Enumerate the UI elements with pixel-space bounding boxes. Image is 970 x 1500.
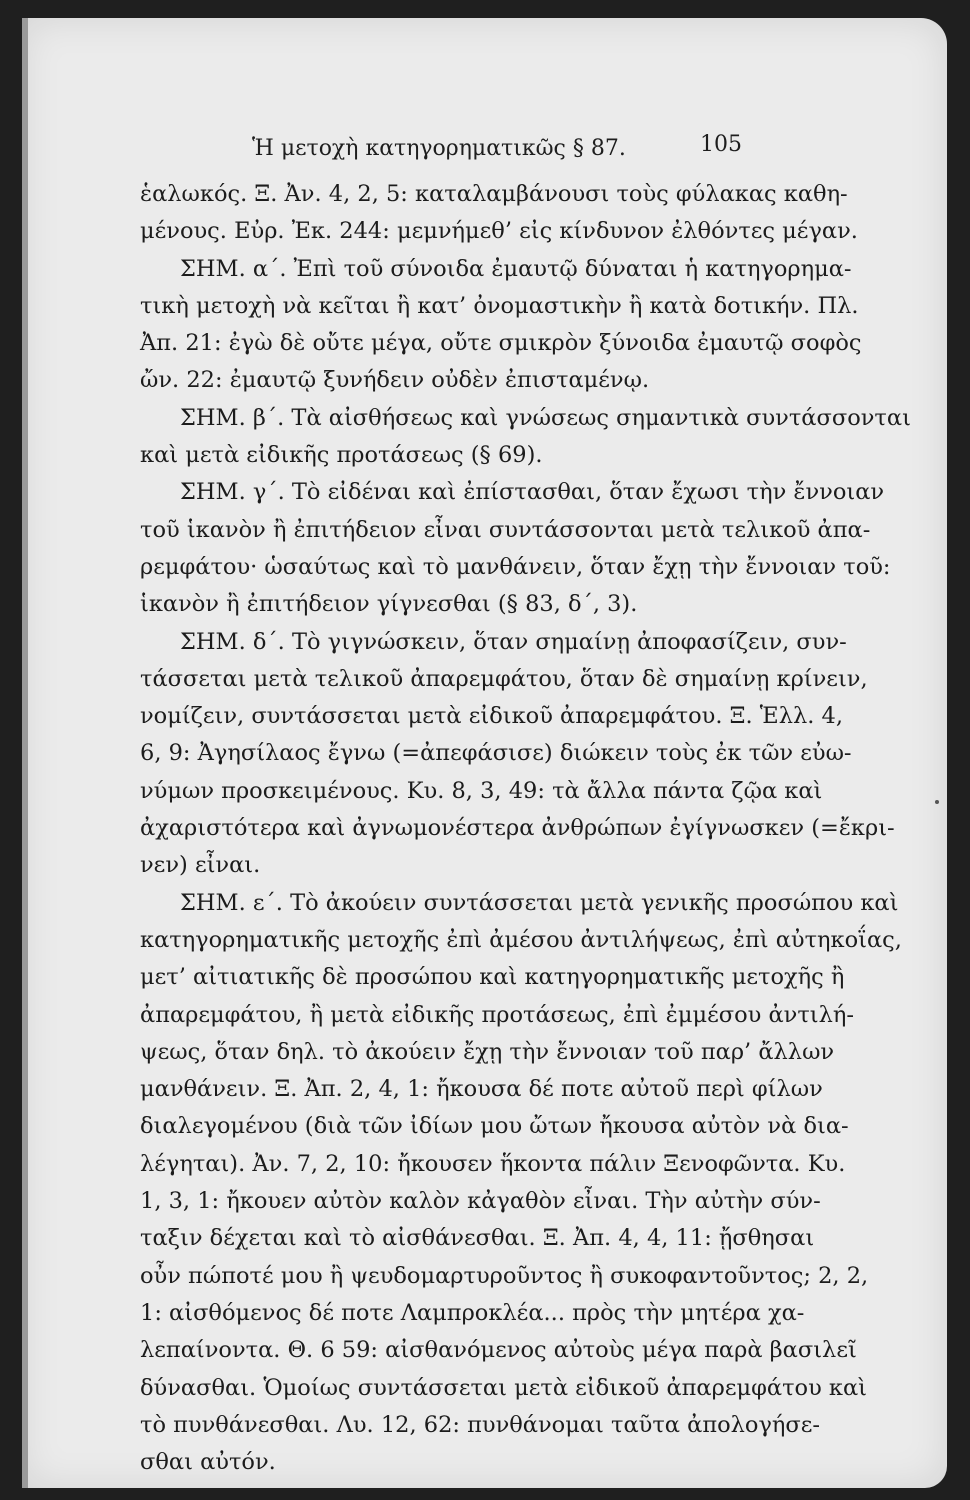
book-page [22, 18, 947, 1488]
text-line: δύνασθαι. Ὁμοίως συντάσσεται μετὰ εἰδικοῦ ἀπαρεμφάτου καὶ [140, 1374, 867, 1401]
text-line: 6, 9: Ἀγησίλαος ἔγνω (=ἀπεφάσισε) διώκειν τοὺς ἐκ τῶν εὐω- [140, 740, 852, 767]
text-line: λέγηται). Ἀν. 7, 2, 10: ἤκουσεν ἥκοντα πάλιν Ξενοφῶντα. Κυ. [140, 1150, 846, 1177]
text-line: μανθάνειν. Ξ. Ἀπ. 2, 4, 1: ἤκουσα δέ ποτε αὐτοῦ περὶ φίλων [140, 1076, 823, 1103]
text-line: Ἀπ. 21: ἐγὼ δὲ οὔτε μέγα, οὔτε σμικρὸν ξύνοιδα ἐμαυτῷ σοφὸς [140, 330, 862, 357]
text-line: 1, 3, 1: ἤκουεν αὐτὸν καλὸν κἀγαθὸν εἶναι. Τὴν αὐτὴν σύν- [140, 1188, 821, 1215]
text-line: ψεως, ὅταν δηλ. τὸ ἀκούειν ἔχῃ τὴν ἔννοιαν τοῦ παρ’ ἄλλων [140, 1038, 835, 1065]
running-title: Ἡ μετοχὴ κατηγορηματικῶς § 87. [252, 136, 626, 161]
text-line: ταξιν δέχεται καὶ τὸ αἰσθάνεσθαι. Ξ. Ἀπ. 4, 4, 11: ᾔσθησαι [140, 1225, 815, 1252]
text-line: τοῦ ἱκανὸν ἢ ἐπιτήδειον εἶναι συντάσσονται μετὰ τελικοῦ ἀπα- [140, 516, 871, 543]
text-line: ΣΗΜ. β΄. Τὰ αἰσθήσεως καὶ γνώσεως σημαντικὰ συντάσσονται [180, 404, 911, 431]
text-line: σθαι αὐτόν. [140, 1449, 276, 1476]
text-line: ΣΗΜ. ε΄. Τὸ ἀκούειν συντάσσεται μετὰ γενικῆς προσώπου καὶ [180, 889, 899, 916]
text-line: ἀχαριστότερα καὶ ἀγνωμονέστερα ἀνθρώπων ἐγίγνωσκεν (=ἔκρι- [140, 815, 895, 842]
text-line: κατηγορηματικῆς μετοχῆς ἐπὶ ἀμέσου ἀντιλήψεως, ἐπὶ αὐτηκοΐας, [140, 926, 902, 953]
page-edge [22, 18, 28, 1488]
text-line: ρεμφάτου· ὡσαύτως καὶ τὸ μανθάνειν, ὅταν ἔχῃ τὴν ἔννοιαν τοῦ: [140, 553, 891, 580]
text-line: τὸ πυνθάνεσθαι. Λυ. 12, 62: πυνθάνομαι ταῦτα ἀπολογήσε- [140, 1411, 821, 1438]
text-line: τάσσεται μετὰ τελικοῦ ἀπαρεμφάτου, ὅταν δὲ σημαίνῃ κρίνειν, [140, 665, 868, 692]
text-line: ΣΗΜ. γ΄. Τὸ εἰδέναι καὶ ἐπίστασθαι, ὅταν ἔχωσι τὴν ἔννοιαν [180, 479, 885, 506]
text-line: ΣΗΜ. α΄. Ἐπὶ τοῦ σύνοιδα ἐμαυτῷ δύναται ἡ κατηγορημα- [180, 255, 852, 282]
text-line: ἑαλωκός. Ξ. Ἀν. 4, 2, 5: καταλαμβάνουσι τοὺς φύλακας καθη- [140, 181, 848, 207]
text-line: οὖν πώποτέ μου ἢ ψευδομαρτυροῦντος ἢ συκοφαντοῦντος; 2, 2, [140, 1262, 869, 1289]
text-line: ὤν. 22: ἐμαυτῷ ξυνήδειν οὐδὲν ἐπισταμένῳ. [140, 367, 650, 394]
text-line: ΣΗΜ. δ΄. Τὸ γιγνώσκειν, ὅταν σημαίνῃ ἀποφασίζειν, συν- [180, 628, 847, 655]
text-line: νομίζειν, συντάσσεται μετὰ εἰδικοῦ ἀπαρεμφάτου. Ξ. Ἑλλ. 4, [140, 703, 843, 730]
text-line: ἱκανὸν ἢ ἐπιτήδειον γίγνεσθαι (§ 83, δ΄, 3). [140, 591, 638, 618]
page-body [140, 176, 911, 1481]
text-line: νύμων προσκειμένους. Κυ. 8, 3, 49: τὰ ἄλλα πάντα ζῷα καὶ [140, 777, 823, 804]
text-line: μένους. Εὐρ. Ἐκ. 244: μεμνήμεθ’ εἰς κίνδυνον ἐλθόντες μέγαν. [140, 218, 858, 245]
text-line: τικὴ μετοχὴ νὰ κεῖται ἢ κατ’ ὀνομαστικὴν ἢ κατὰ δοτικήν. Πλ. [140, 292, 859, 319]
text-line: διαλεγομένου (διὰ τῶν ἰδίων μου ὤτων ἤκουσα αὐτὸν νὰ δια- [140, 1113, 849, 1140]
text-line: νεν) εἶναι. [140, 852, 261, 879]
margin-speck [935, 800, 939, 804]
text-line: μετ’ αἰτιατικῆς δὲ προσώπου καὶ κατηγορηματικῆς μετοχῆς ἢ [140, 964, 845, 991]
text-line: ἀπαρεμφάτου, ἢ μετὰ εἰδικῆς προτάσεως, ἐπὶ ἐμμέσου ἀντιλή- [140, 1001, 854, 1028]
text-line: καὶ μετὰ εἰδικῆς προτάσεως (§ 69). [140, 442, 543, 469]
text-line: λεπαίνοντα. Θ. 6 59: αἰσθανόμενος αὐτοὺς μέγα παρὰ βασιλεῖ [140, 1337, 857, 1364]
page-number: 105 [700, 132, 742, 157]
text-line: 1: αἰσθόμενος δέ ποτε Λαμπροκλέα... πρὸς τὴν μητέρα χα- [140, 1299, 805, 1326]
